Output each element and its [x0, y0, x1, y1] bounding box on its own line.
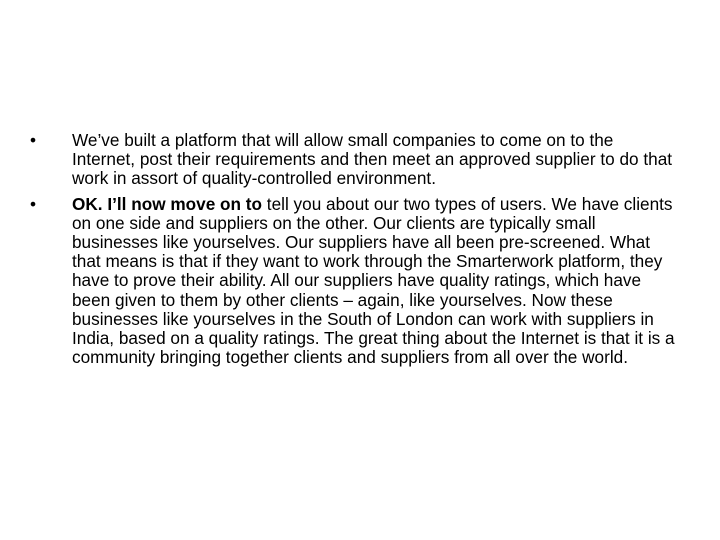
bullet-item-platform [30, 131, 680, 189]
bullet-text: tell you about our two types of users. We have clients on one side and suppliers on the other. Our clients are typically small businesses like yourselves. Our suppliers have all been pre-screened. What that means is that if they want to work through the Smarterwork platform, they have to prove their ability. All our suppliers have quality ratings, which have been given to them by other clients – again, like yourselves. Now these businesses like yourselves in the South of London can work with suppliers in India, based on a quality ratings. The great thing about the Internet is that it is a community bringing together clients and suppliers from all over the world. [72, 193, 675, 368]
bullet-list [30, 131, 680, 373]
bullet-icon: • [30, 130, 37, 150]
bullet-icon: • [30, 193, 37, 214]
bullet-bold-lead: OK. I’ll now move on to [72, 193, 263, 214]
bullet-text: We’ve built a platform that will allow small companies to come on to the Internet, post their requirements and then meet an approved supplier to do that work in assort of quality-controlled environment. [72, 130, 673, 189]
bullet-item-users [30, 195, 680, 368]
